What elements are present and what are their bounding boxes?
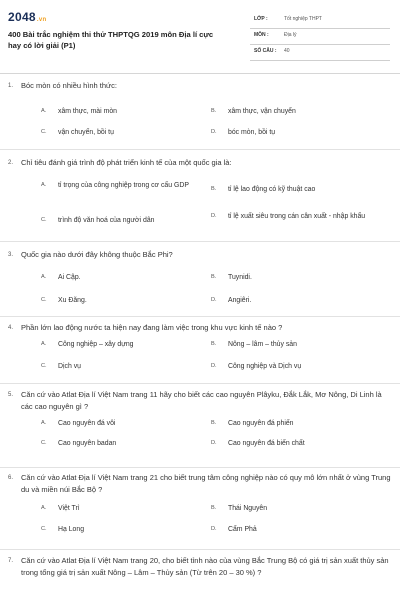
question-number: 6. [8, 475, 14, 481]
option-letter: B. [211, 505, 217, 511]
option-text: Dịch vụ [58, 363, 81, 370]
option-a[interactable] [41, 340, 191, 350]
option-text: Xu Đăng. [58, 297, 87, 304]
option-letter: A. [41, 420, 47, 426]
question-1 [0, 74, 400, 150]
option-d[interactable] [211, 212, 386, 222]
question-stem: Phần lớn lao động nước ta hiện nay đang làm việc trong khu vực kinh tế nào ? [21, 323, 283, 332]
document-meta [250, 13, 390, 61]
option-letter: A. [41, 341, 47, 347]
option-text: vận chuyển, bồi tụ [58, 129, 114, 136]
option-letter: C. [41, 526, 47, 532]
option-letter: C. [41, 440, 47, 446]
meta-value: Địa lý [284, 32, 297, 38]
option-letter: C. [41, 363, 47, 369]
question-stem: Quốc gia nào dưới đây không thuộc Bắc Phi? [21, 250, 173, 259]
option-text: Tuynidi. [228, 274, 252, 281]
option-letter: B. [211, 108, 217, 114]
meta-label: MÔN : [254, 32, 269, 38]
question-list [0, 74, 400, 600]
question-number: 3. [8, 252, 14, 258]
option-letter: C. [41, 297, 47, 303]
option-text: tỉ trọng của công nghiệp trong cơ cấu GDP [58, 182, 189, 189]
option-text: Ai Cập. [58, 274, 81, 281]
option-letter: A. [41, 182, 47, 188]
option-text: Công nghiệp – xây dựng [58, 341, 134, 348]
question-text [8, 555, 392, 579]
question-text [8, 80, 392, 92]
option-c[interactable] [41, 525, 191, 535]
question-text [8, 322, 392, 334]
option-a[interactable] [41, 419, 191, 429]
option-text: Hạ Long [58, 526, 85, 533]
option-letter: A. [41, 505, 47, 511]
option-b[interactable] [211, 185, 386, 195]
option-letter: B. [211, 186, 217, 192]
question-stem: Chỉ tiêu đánh giá trình độ phát triển kinh tế của một quốc gia là: [21, 158, 232, 167]
document-header [0, 0, 400, 72]
option-text: Angiêri. [228, 297, 252, 304]
question-stem: Căn cứ vào Atlat Địa lí Việt Nam trang 21 cho biết trung tâm công nghiệp nào có quy mô lớn nhất ở vùng Trung du và miền núi Bắc Bộ ? [21, 473, 391, 494]
question-text [8, 157, 392, 169]
option-letter: D. [211, 129, 217, 135]
option-d[interactable] [211, 362, 386, 372]
question-number: 2. [8, 160, 14, 166]
logo-suffix: .vn [36, 17, 47, 23]
question-2 [0, 150, 400, 242]
option-letter: D. [211, 526, 217, 532]
question-number: 5. [8, 392, 14, 398]
option-text: Cao nguyên đá biến chất [228, 440, 305, 447]
option-d[interactable] [211, 128, 386, 138]
option-text: Việt Trì [58, 505, 80, 512]
option-d[interactable] [211, 439, 386, 449]
question-number: 7. [8, 558, 14, 564]
question-7 [0, 550, 400, 600]
option-text: Cẩm Phả [228, 526, 257, 533]
option-c[interactable] [41, 216, 201, 226]
option-letter: A. [41, 108, 47, 114]
option-text: Nông – lâm – thủy sản [228, 341, 297, 348]
option-a[interactable] [41, 273, 191, 283]
option-c[interactable] [41, 362, 191, 372]
option-text: tỉ lệ xuất siêu trong cán cân xuất - nhập khẩu [228, 213, 366, 220]
meta-label: LỚP : [254, 16, 268, 22]
option-a[interactable] [41, 504, 191, 514]
question-stem: Bóc mòn có nhiều hình thức: [21, 81, 117, 90]
option-text: trình độ văn hoá của người dân [58, 217, 155, 224]
option-a[interactable] [41, 107, 191, 117]
option-letter: D. [211, 297, 217, 303]
option-letter: D. [211, 363, 217, 369]
meta-row-class [250, 13, 390, 29]
question-4 [0, 317, 400, 384]
meta-row-count [250, 45, 390, 61]
question-text [8, 249, 392, 261]
option-text: Công nghiệp và Dịch vụ [228, 363, 302, 370]
option-b[interactable] [211, 273, 386, 283]
option-text: tỉ lệ lao động có kỹ thuật cao [228, 186, 316, 193]
option-text: xâm thực, mài mòn [58, 108, 117, 115]
option-text: Cao nguyên badan [58, 440, 117, 447]
option-letter: D. [211, 440, 217, 446]
option-c[interactable] [41, 439, 191, 449]
option-letter: B. [211, 420, 217, 426]
option-d[interactable] [211, 525, 386, 535]
option-b[interactable] [211, 419, 386, 429]
option-letter: A. [41, 274, 47, 280]
option-letter: C. [41, 129, 47, 135]
question-stem: Căn cứ vào Atlat Địa lí Việt Nam trang 11 hãy cho biết các cao nguyên Plâyku, Đắk Lắk, Mơ Nông, Di Linh là các cao nguyên gì ? [21, 390, 382, 411]
option-text: Cao nguyên đá vôi [58, 420, 116, 427]
question-number: 1. [8, 83, 14, 89]
option-a[interactable] [41, 181, 201, 191]
option-b[interactable] [211, 340, 386, 350]
option-b[interactable] [211, 504, 386, 514]
meta-value: 40 [284, 48, 290, 54]
option-letter: B. [211, 341, 217, 347]
option-b[interactable] [211, 107, 386, 117]
option-c[interactable] [41, 296, 191, 306]
option-c[interactable] [41, 128, 191, 138]
site-logo[interactable] [8, 10, 46, 24]
option-text: xâm thực, vận chuyển [228, 108, 296, 115]
question-number: 4. [8, 325, 14, 331]
question-stem: Căn cứ vào Atlat Địa lí Việt Nam trang 20, cho biết tỉnh nào của vùng Bắc Trung Bộ có giá trị sản xuất thủy sản trong tổng giá trị sản xuất Nông – Lâm – Thủy sản (Từ trên 20 – 30 %) ? [21, 556, 389, 577]
option-text: bóc mòn, bồi tụ [228, 129, 276, 136]
question-text [8, 472, 392, 496]
meta-label: SỐ CÂU : [254, 48, 277, 54]
option-text: Thái Nguyên [228, 505, 268, 512]
option-d[interactable] [211, 296, 386, 306]
document-title: 400 Bài trắc nghiệm thi thử THPTQG 2019 môn Địa lí cực hay có lời giải (P1) [8, 30, 214, 50]
option-letter: B. [211, 274, 217, 280]
question-6 [0, 468, 400, 550]
option-letter: D. [211, 213, 217, 219]
option-letter: C. [41, 217, 47, 223]
meta-row-subject [250, 29, 390, 45]
question-5 [0, 384, 400, 468]
meta-value: Tốt nghiệp THPT [284, 16, 322, 22]
option-text: Cao nguyên đá phiến [228, 420, 294, 427]
question-3 [0, 242, 400, 317]
question-text [8, 389, 392, 413]
logo-text: 2048 [8, 10, 36, 24]
